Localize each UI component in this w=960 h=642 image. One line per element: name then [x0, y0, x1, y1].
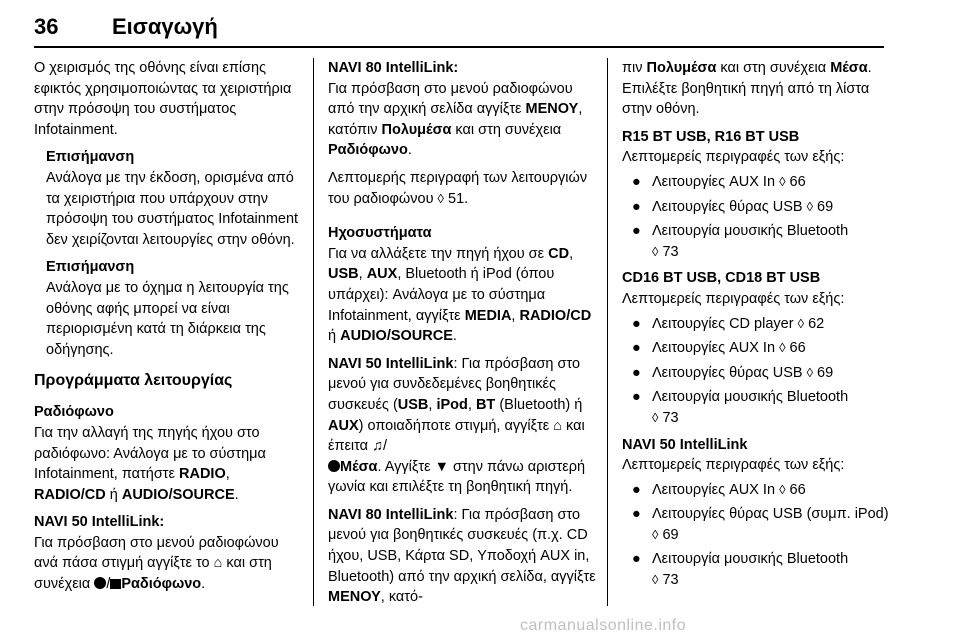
- navi50-list-title: NAVI 50 IntelliLink: [622, 436, 748, 453]
- xref-icon: ◊: [779, 173, 786, 189]
- note-1-title: Επισήμανση: [46, 149, 135, 166]
- home-icon: ⌂: [553, 417, 563, 434]
- n80-paragraph: NAVI 80 IntelliLink: Για πρόσβαση στο μενού για βοηθητικές συσκευές (π.χ. CD ήχου, USB, Κάρτα SD, Υποδοχή AUX in, Bluetooth) από την αρχική σελίδα, αγγίξτε ΜΕΝΟΥ, κατό-: [328, 506, 596, 606]
- note-icon: ♫/: [372, 438, 387, 455]
- column-3: [622, 58, 890, 597]
- watermark: carmanualsonline.info: [520, 617, 687, 634]
- column-2: [328, 58, 596, 615]
- xref-icon: ◊: [797, 315, 805, 331]
- sound-title: Ηχοσυστήματα: [328, 225, 432, 242]
- list-item: ● Λειτουργία μουσικής Bluetooth ◊ 73: [632, 223, 849, 260]
- page-number: 36: [34, 14, 59, 39]
- xref-icon: ◊: [652, 409, 659, 425]
- xref-page-link[interactable]: 51: [448, 190, 465, 207]
- media-icon: [328, 460, 340, 472]
- xref-icon: ◊: [779, 481, 786, 497]
- cd16-title: CD16 BT USB, CD18 BT USB: [622, 270, 821, 287]
- xref-icon: ◊: [652, 526, 659, 542]
- navi50-list: [622, 480, 890, 591]
- page-title: Εισαγωγή: [112, 14, 218, 39]
- radio-square-icon: [110, 579, 121, 589]
- cd16-list: [622, 314, 890, 429]
- xref-page-link[interactable]: 69: [817, 364, 834, 381]
- xref-icon: ◊: [779, 340, 786, 356]
- r15-title: R15 BT USB, R16 BT USB: [622, 128, 800, 145]
- home-icon: ⌂: [213, 555, 223, 572]
- list-item: ● Λειτουργίες θύρας USB (συμπ. iPod) ◊ 69: [632, 506, 889, 543]
- xref-page-link[interactable]: 66: [789, 481, 806, 498]
- cont-paragraph: πιν Πολυμέσα και στη συνέχεια Μέσα. Επιλέξτε βοηθητική πηγή από τη λίστα στην οθόνη.: [622, 60, 872, 118]
- note-1: [46, 147, 304, 250]
- r15-text: Λεπτομερείς περιγραφές των εξής:: [622, 149, 845, 166]
- xref-page-link[interactable]: 73: [662, 243, 679, 260]
- xref-page-link[interactable]: 73: [662, 409, 679, 426]
- list-item: ● Λειτουργίες θύρας USB ◊ 69: [632, 198, 834, 215]
- navi50-title: NAVI 50 IntelliLink:: [34, 514, 165, 531]
- note-2-text: Ανάλογα με το όχημα η λειτουργία της οθόνης αφής μπορεί να είναι περιορισμένη κατά τη διάρκεια της οδήγησης.: [46, 279, 289, 358]
- radio-paragraph: Για την αλλαγή της πηγής ήχου στο ραδιόφωνο: Ανάλογα με το σύστημα Infotainment, πατήστε RADIO, RADIO/CD ή AUDIO/SOURCE.: [34, 424, 266, 503]
- radio-icon: [94, 577, 106, 589]
- xref-icon: ◊: [806, 198, 814, 214]
- note-1-text: Ανάλογα με την έκδοση, ορισμένα από τα χειριστήρια που υπάρχουν στην πρόσοψη του συστήματος Infotainment δεν χειρίζονται λειτουργίες στην οθόνη.: [46, 169, 299, 248]
- navi80-title: NAVI 80 IntelliLink:: [328, 60, 459, 76]
- xref-page-link[interactable]: 73: [662, 572, 679, 589]
- navi50-list-text: Λεπτομερείς περιγραφές των εξής:: [622, 457, 845, 474]
- section-title: Προγράμματα λειτουργίας: [34, 372, 233, 390]
- list-item: ● Λειτουργίες CD player ◊ 62: [632, 315, 825, 332]
- list-item: ● Λειτουργία μουσικής Bluetooth ◊ 73: [632, 551, 849, 589]
- xref-icon: ◊: [652, 243, 659, 259]
- xref-page-link[interactable]: 62: [808, 315, 825, 332]
- navi80-paragraph: Για πρόσβαση στο μενού ραδιοφώνου από την αρχική σελίδα αγγίξτε ΜΕΝΟΥ, κατόπιν Πολυμέσα και στη συνέχεια Ραδιόφωνο.: [328, 80, 583, 159]
- xref-icon: ◊: [806, 364, 814, 380]
- xref-icon: ◊: [437, 190, 444, 206]
- list-item: ● Λειτουργίες AUX In ◊ 66: [632, 173, 806, 190]
- list-item: ● Λειτουργίες AUX In ◊ 66: [632, 481, 806, 498]
- xref-page-link[interactable]: 66: [789, 340, 806, 357]
- column-divider-2: [607, 58, 608, 606]
- list-item: ● Λειτουργίες θύρας USB ◊ 69: [632, 364, 834, 381]
- xref-page-link[interactable]: 69: [662, 526, 679, 543]
- note-2: [46, 257, 304, 360]
- column-1: [34, 58, 304, 602]
- column-divider-1: [313, 58, 314, 606]
- n50-paragraph: NAVI 50 IntelliLink: Για πρόσβαση στο μενού για συνδεδεμένες βοηθητικές συσκευές (USB, iPod, BT (Bluetooth) ή AUX) οποιαδήποτε στιγμή, αγγίξτε ⌂ και έπειτα ♫/ Μέσα. Αγγίξτε ▼ στην πάνω αριστερή γωνία και επιλέξτε τη βοηθητική πηγή.: [328, 355, 586, 496]
- xref-page-link[interactable]: 69: [817, 198, 834, 215]
- r15-list: [622, 172, 890, 262]
- page-header: [34, 14, 884, 48]
- list-item: ● Λειτουργίες AUX In ◊ 66: [632, 340, 806, 357]
- xref-page-link[interactable]: 66: [789, 173, 806, 190]
- intro-paragraph: Ο χειρισμός της οθόνης είναι επίσης εφικτός χρησιμοποιώντας τα χειριστήρια στην πρόσοψη του συστήματος Infotainment.: [34, 60, 292, 138]
- xref-icon: ◊: [652, 572, 659, 588]
- sound-paragraph: Για να αλλάξετε την πηγή ήχου σε CD, USB, AUX, Bluetooth ή iPod (όπου υπάρχει): Ανάλογα με το σύστημα Infotainment, αγγίξτε MEDIA, RADIO/CD ή AUDIO/SOURCE.: [328, 245, 592, 345]
- radio-title: Ραδιόφωνο: [34, 404, 114, 421]
- cd16-text: Λεπτομερείς περιγραφές των εξής:: [622, 290, 845, 307]
- list-item: ● Λειτουργία μουσικής Bluetooth ◊ 73: [632, 389, 849, 426]
- detail-paragraph: Λεπτομερής περιγραφή των λειτουργιών του ραδιοφώνου ◊ 51.: [328, 169, 588, 207]
- note-2-title: Επισήμανση: [46, 259, 135, 276]
- header-rule: [34, 46, 884, 48]
- navi50-paragraph: Για πρόσβαση στο μενού ραδιοφώνου ανά πάσα στιγμή αγγίξτε το ⌂ και στη συνέχεια / Ραδιόφωνο.: [34, 534, 279, 593]
